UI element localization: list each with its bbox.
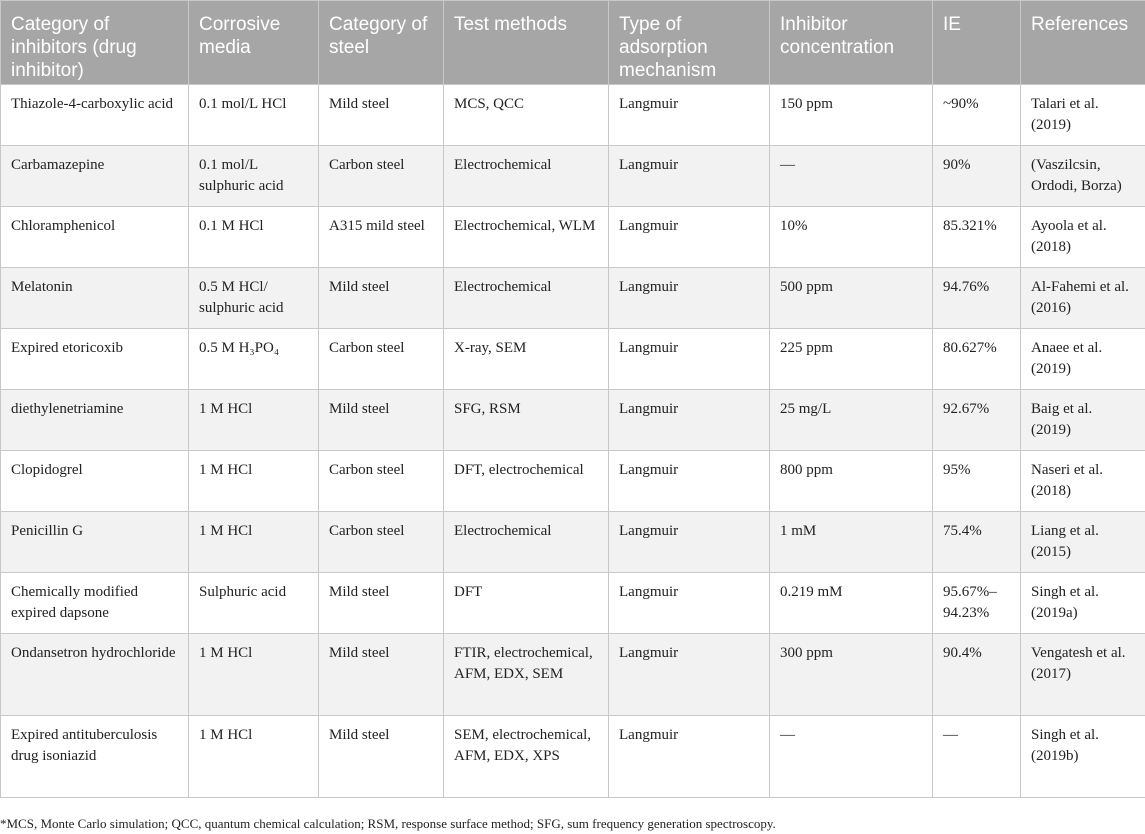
- cell-ie: 75.4%: [933, 512, 1021, 573]
- cell-test-methods: Electrochemical: [444, 512, 609, 573]
- cell-ie: 95.67%–94.23%: [933, 573, 1021, 634]
- cell-concentration: —: [770, 146, 933, 207]
- cell-steel: Carbon steel: [319, 512, 444, 573]
- cell-inhibitor: Thiazole-4-carboxylic acid: [1, 85, 189, 146]
- cell-reference: Singh et al. (2019a): [1021, 573, 1145, 634]
- cell-inhibitor: Chloramphenicol: [1, 207, 189, 268]
- cell-reference: Al-Fahemi et al. (2016): [1021, 268, 1145, 329]
- table-row: [1, 207, 1145, 268]
- cell-adsorption: Langmuir: [609, 268, 770, 329]
- cell-test-methods: SFG, RSM: [444, 390, 609, 451]
- cell-concentration: —: [770, 716, 933, 798]
- table-footnote: *MCS, Monte Carlo simulation; QCC, quantum chemical calculation; RSM, response surface method; SFG, sum frequency generation spectroscopy.: [0, 816, 776, 831]
- cell-steel: Carbon steel: [319, 146, 444, 207]
- cell-ie: 95%: [933, 451, 1021, 512]
- cell-reference: Vengatesh et al. (2017): [1021, 634, 1145, 716]
- cell-ie: 92.67%: [933, 390, 1021, 451]
- cell-test-methods: Electrochemical, WLM: [444, 207, 609, 268]
- cell-corrosive-media: 0.1 mol/L HCl: [189, 85, 319, 146]
- cell-adsorption: Langmuir: [609, 512, 770, 573]
- cell-concentration: 25 mg/L: [770, 390, 933, 451]
- cell-inhibitor: Carbamazepine: [1, 146, 189, 207]
- cell-inhibitor: Chemically modified expired dapsone: [1, 573, 189, 634]
- cell-steel: A315 mild steel: [319, 207, 444, 268]
- table-row: [1, 268, 1145, 329]
- header-ie: IE: [933, 1, 1021, 85]
- table-row: [1, 512, 1145, 573]
- cell-test-methods: Electrochemical: [444, 268, 609, 329]
- cell-adsorption: Langmuir: [609, 207, 770, 268]
- cell-adsorption: Langmuir: [609, 716, 770, 798]
- cell-test-methods: MCS, QCC: [444, 85, 609, 146]
- table-row: [1, 390, 1145, 451]
- table-row: [1, 451, 1145, 512]
- cell-concentration: 225 ppm: [770, 329, 933, 390]
- header-adsorption-mechanism: Type of adsorption mechanism: [609, 1, 770, 85]
- cell-corrosive-media: 0.1 mol/L sulphuric acid: [189, 146, 319, 207]
- cell-ie: ~90%: [933, 85, 1021, 146]
- cell-adsorption: Langmuir: [609, 451, 770, 512]
- cell-adsorption: Langmuir: [609, 634, 770, 716]
- cell-adsorption: Langmuir: [609, 329, 770, 390]
- cell-corrosive-media: Sulphuric acid: [189, 573, 319, 634]
- header-corrosive-media: Corrosive media: [189, 1, 319, 85]
- cell-concentration: 150 ppm: [770, 85, 933, 146]
- cell-test-methods: DFT: [444, 573, 609, 634]
- cell-inhibitor: diethylenetriamine: [1, 390, 189, 451]
- cell-reference: Liang et al. (2015): [1021, 512, 1145, 573]
- cell-steel: Mild steel: [319, 390, 444, 451]
- header-inhibitor-concentration: Inhibitor concentration: [770, 1, 933, 85]
- cell-concentration: 10%: [770, 207, 933, 268]
- cell-test-methods: FTIR, electrochemical, AFM, EDX, SEM: [444, 634, 609, 716]
- cell-adsorption: Langmuir: [609, 146, 770, 207]
- table-row: [1, 146, 1145, 207]
- cell-ie: 90%: [933, 146, 1021, 207]
- cell-corrosive-media: 0.1 M HCl: [189, 207, 319, 268]
- cell-reference: Ayoola et al. (2018): [1021, 207, 1145, 268]
- cell-ie: 94.76%: [933, 268, 1021, 329]
- cell-concentration: 800 ppm: [770, 451, 933, 512]
- cell-steel: Mild steel: [319, 716, 444, 798]
- cell-corrosive-media: 1 M HCl: [189, 512, 319, 573]
- cell-steel: Mild steel: [319, 573, 444, 634]
- cell-inhibitor: Expired etoricoxib: [1, 329, 189, 390]
- cell-inhibitor: Melatonin: [1, 268, 189, 329]
- cell-concentration: 500 ppm: [770, 268, 933, 329]
- cell-corrosive-media: 1 M HCl: [189, 634, 319, 716]
- cell-test-methods: Electrochemical: [444, 146, 609, 207]
- header-references: References: [1021, 1, 1145, 85]
- cell-adsorption: Langmuir: [609, 390, 770, 451]
- cell-inhibitor: Penicillin G: [1, 512, 189, 573]
- cell-reference: Baig et al. (2019): [1021, 390, 1145, 451]
- cell-ie: 90.4%: [933, 634, 1021, 716]
- table-row: [1, 716, 1145, 798]
- cell-ie: 85.321%: [933, 207, 1021, 268]
- cell-steel: Carbon steel: [319, 451, 444, 512]
- cell-steel: Mild steel: [319, 85, 444, 146]
- cell-corrosive-media: 1 M HCl: [189, 451, 319, 512]
- cell-test-methods: DFT, electrochemical: [444, 451, 609, 512]
- header-category-of-inhibitors: Category of inhibitors (drug inhibitor): [1, 1, 189, 85]
- cell-test-methods: X-ray, SEM: [444, 329, 609, 390]
- cell-concentration: 1 mM: [770, 512, 933, 573]
- cell-steel: Mild steel: [319, 268, 444, 329]
- cell-reference: Singh et al. (2019b): [1021, 716, 1145, 798]
- cell-corrosive-media: 0.5 M HCl/ sulphuric acid: [189, 268, 319, 329]
- cell-steel: Mild steel: [319, 634, 444, 716]
- table-row: [1, 634, 1145, 716]
- cell-inhibitor: Ondansetron hydrochloride: [1, 634, 189, 716]
- cell-reference: Naseri et al. (2018): [1021, 451, 1145, 512]
- table-row: [1, 573, 1145, 634]
- cell-corrosive-media: 0.5 M H₃PO₄: [189, 329, 319, 390]
- cell-reference: (Vaszilcsin, Ordodi, Borza): [1021, 146, 1145, 207]
- table-row: [1, 329, 1145, 390]
- cell-corrosive-media: 1 M HCl: [189, 390, 319, 451]
- cell-corrosive-media: 1 M HCl: [189, 716, 319, 798]
- table-header-row: [1, 1, 1145, 85]
- cell-concentration: 0.219 mM: [770, 573, 933, 634]
- cell-concentration: 300 ppm: [770, 634, 933, 716]
- cell-ie: —: [933, 716, 1021, 798]
- cell-steel: Carbon steel: [319, 329, 444, 390]
- cell-inhibitor: Expired antituberculosis drug isoniazid: [1, 716, 189, 798]
- cell-adsorption: Langmuir: [609, 573, 770, 634]
- table-row: [1, 85, 1145, 146]
- header-test-methods: Test methods: [444, 1, 609, 85]
- cell-reference: Anaee et al. (2019): [1021, 329, 1145, 390]
- cell-adsorption: Langmuir: [609, 85, 770, 146]
- cell-inhibitor: Clopidogrel: [1, 451, 189, 512]
- cell-test-methods: SEM, electrochemical, AFM, EDX, XPS: [444, 716, 609, 798]
- cell-reference: Talari et al. (2019): [1021, 85, 1145, 146]
- header-category-of-steel: Category of steel: [319, 1, 444, 85]
- cell-ie: 80.627%: [933, 329, 1021, 390]
